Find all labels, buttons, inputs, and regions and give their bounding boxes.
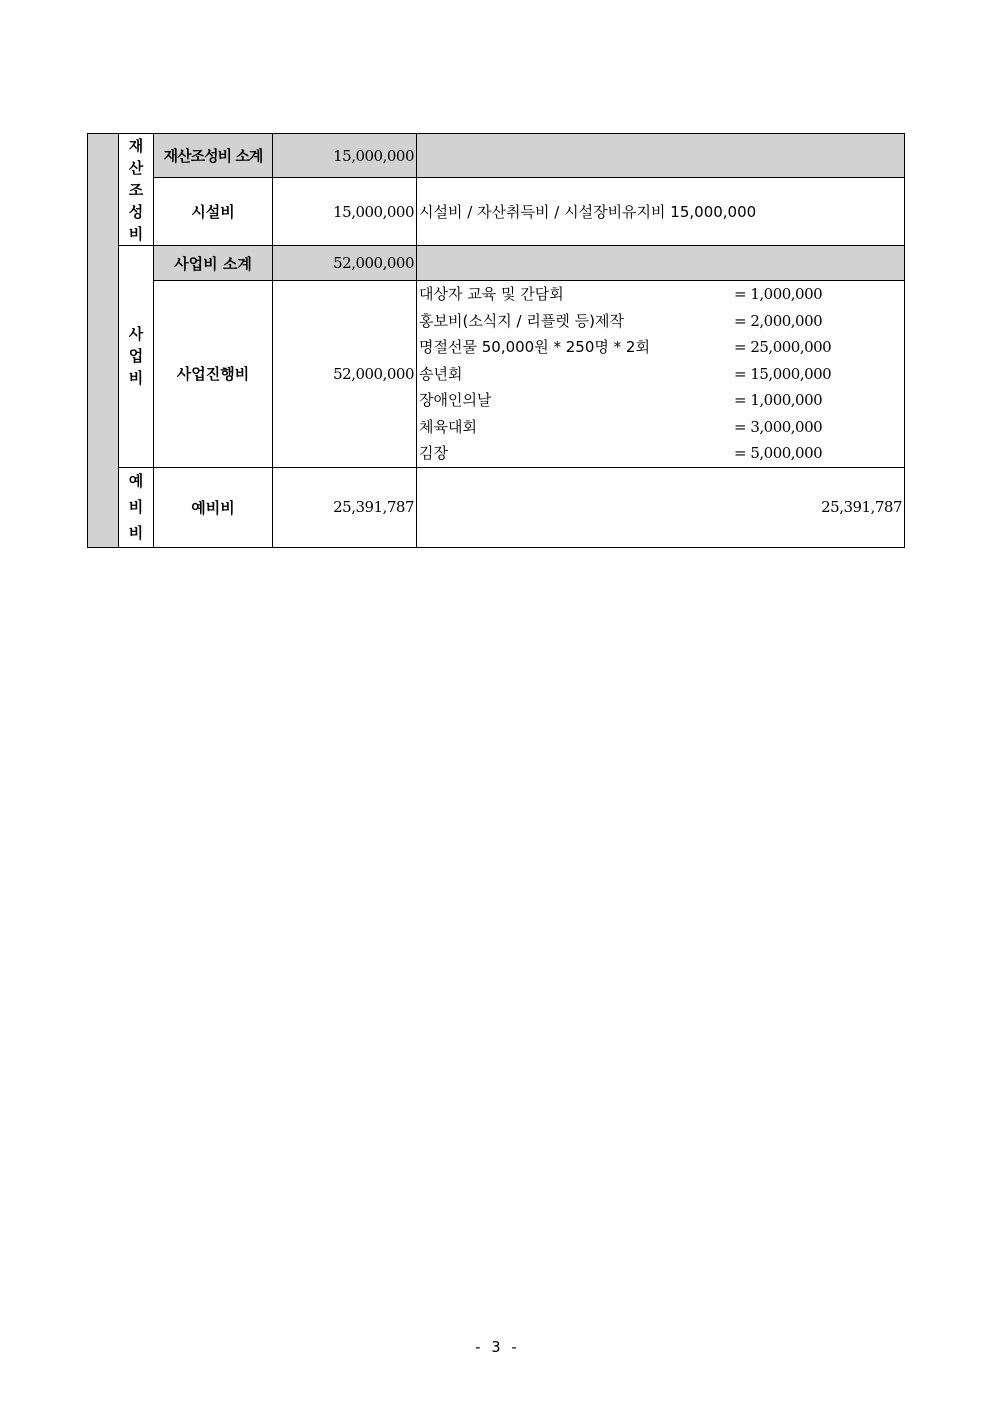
table-row-business-subtotal xyxy=(88,246,905,281)
business-progress-details xyxy=(417,281,905,468)
table-row-reserve xyxy=(88,467,905,547)
business-subtotal-amount: 52,000,000 xyxy=(273,246,417,281)
facility-detail: 시설비 / 자산취득비 / 시설장비유지비 15,000,000 xyxy=(417,178,905,246)
category-label-property: 재 산 조 성 비 xyxy=(119,134,154,246)
business-subtotal-name: 사업비 소계 xyxy=(154,246,273,281)
detail-line: 홍보비(소식지 / 리플렛 등)제작 = 2,000,000 xyxy=(419,311,823,330)
property-subtotal-name: 재산조성비 소계 xyxy=(154,134,273,178)
facility-name: 시설비 xyxy=(154,178,273,246)
business-progress-amount: 52,000,000 xyxy=(273,281,417,468)
budget-table xyxy=(87,133,905,548)
category-label-business: 사 업 비 xyxy=(119,246,154,468)
business-subtotal-detail xyxy=(417,246,905,281)
table-row-business-progress xyxy=(88,281,905,468)
detail-line: 대상자 교육 및 간담회 = 1,000,000 xyxy=(419,285,823,303)
table-row-facility xyxy=(88,178,905,246)
detail-line: 장애인의날 = 1,000,000 xyxy=(419,391,823,409)
detail-line: 송년회 = 15,000,000 xyxy=(419,364,832,383)
property-subtotal-detail xyxy=(417,134,905,178)
category-label-reserve: 예 비 비 xyxy=(119,467,154,547)
page-number: - 3 - xyxy=(473,1338,519,1356)
table-row-property-subtotal xyxy=(88,134,905,178)
outer-category-cell xyxy=(88,134,119,548)
detail-line: 김장 = 5,000,000 xyxy=(419,444,823,462)
detail-line: 체육대회 = 3,000,000 xyxy=(419,417,823,436)
business-progress-name: 사업진행비 xyxy=(154,281,273,468)
detail-line: 명절선물 50,000원 * 250명 * 2회 = 25,000,000 xyxy=(419,338,832,356)
reserve-name: 예비비 xyxy=(154,467,273,547)
facility-amount: 15,000,000 xyxy=(273,178,417,246)
reserve-detail: 25,391,787 xyxy=(417,467,905,547)
reserve-amount: 25,391,787 xyxy=(273,467,417,547)
property-subtotal-amount: 15,000,000 xyxy=(273,134,417,178)
